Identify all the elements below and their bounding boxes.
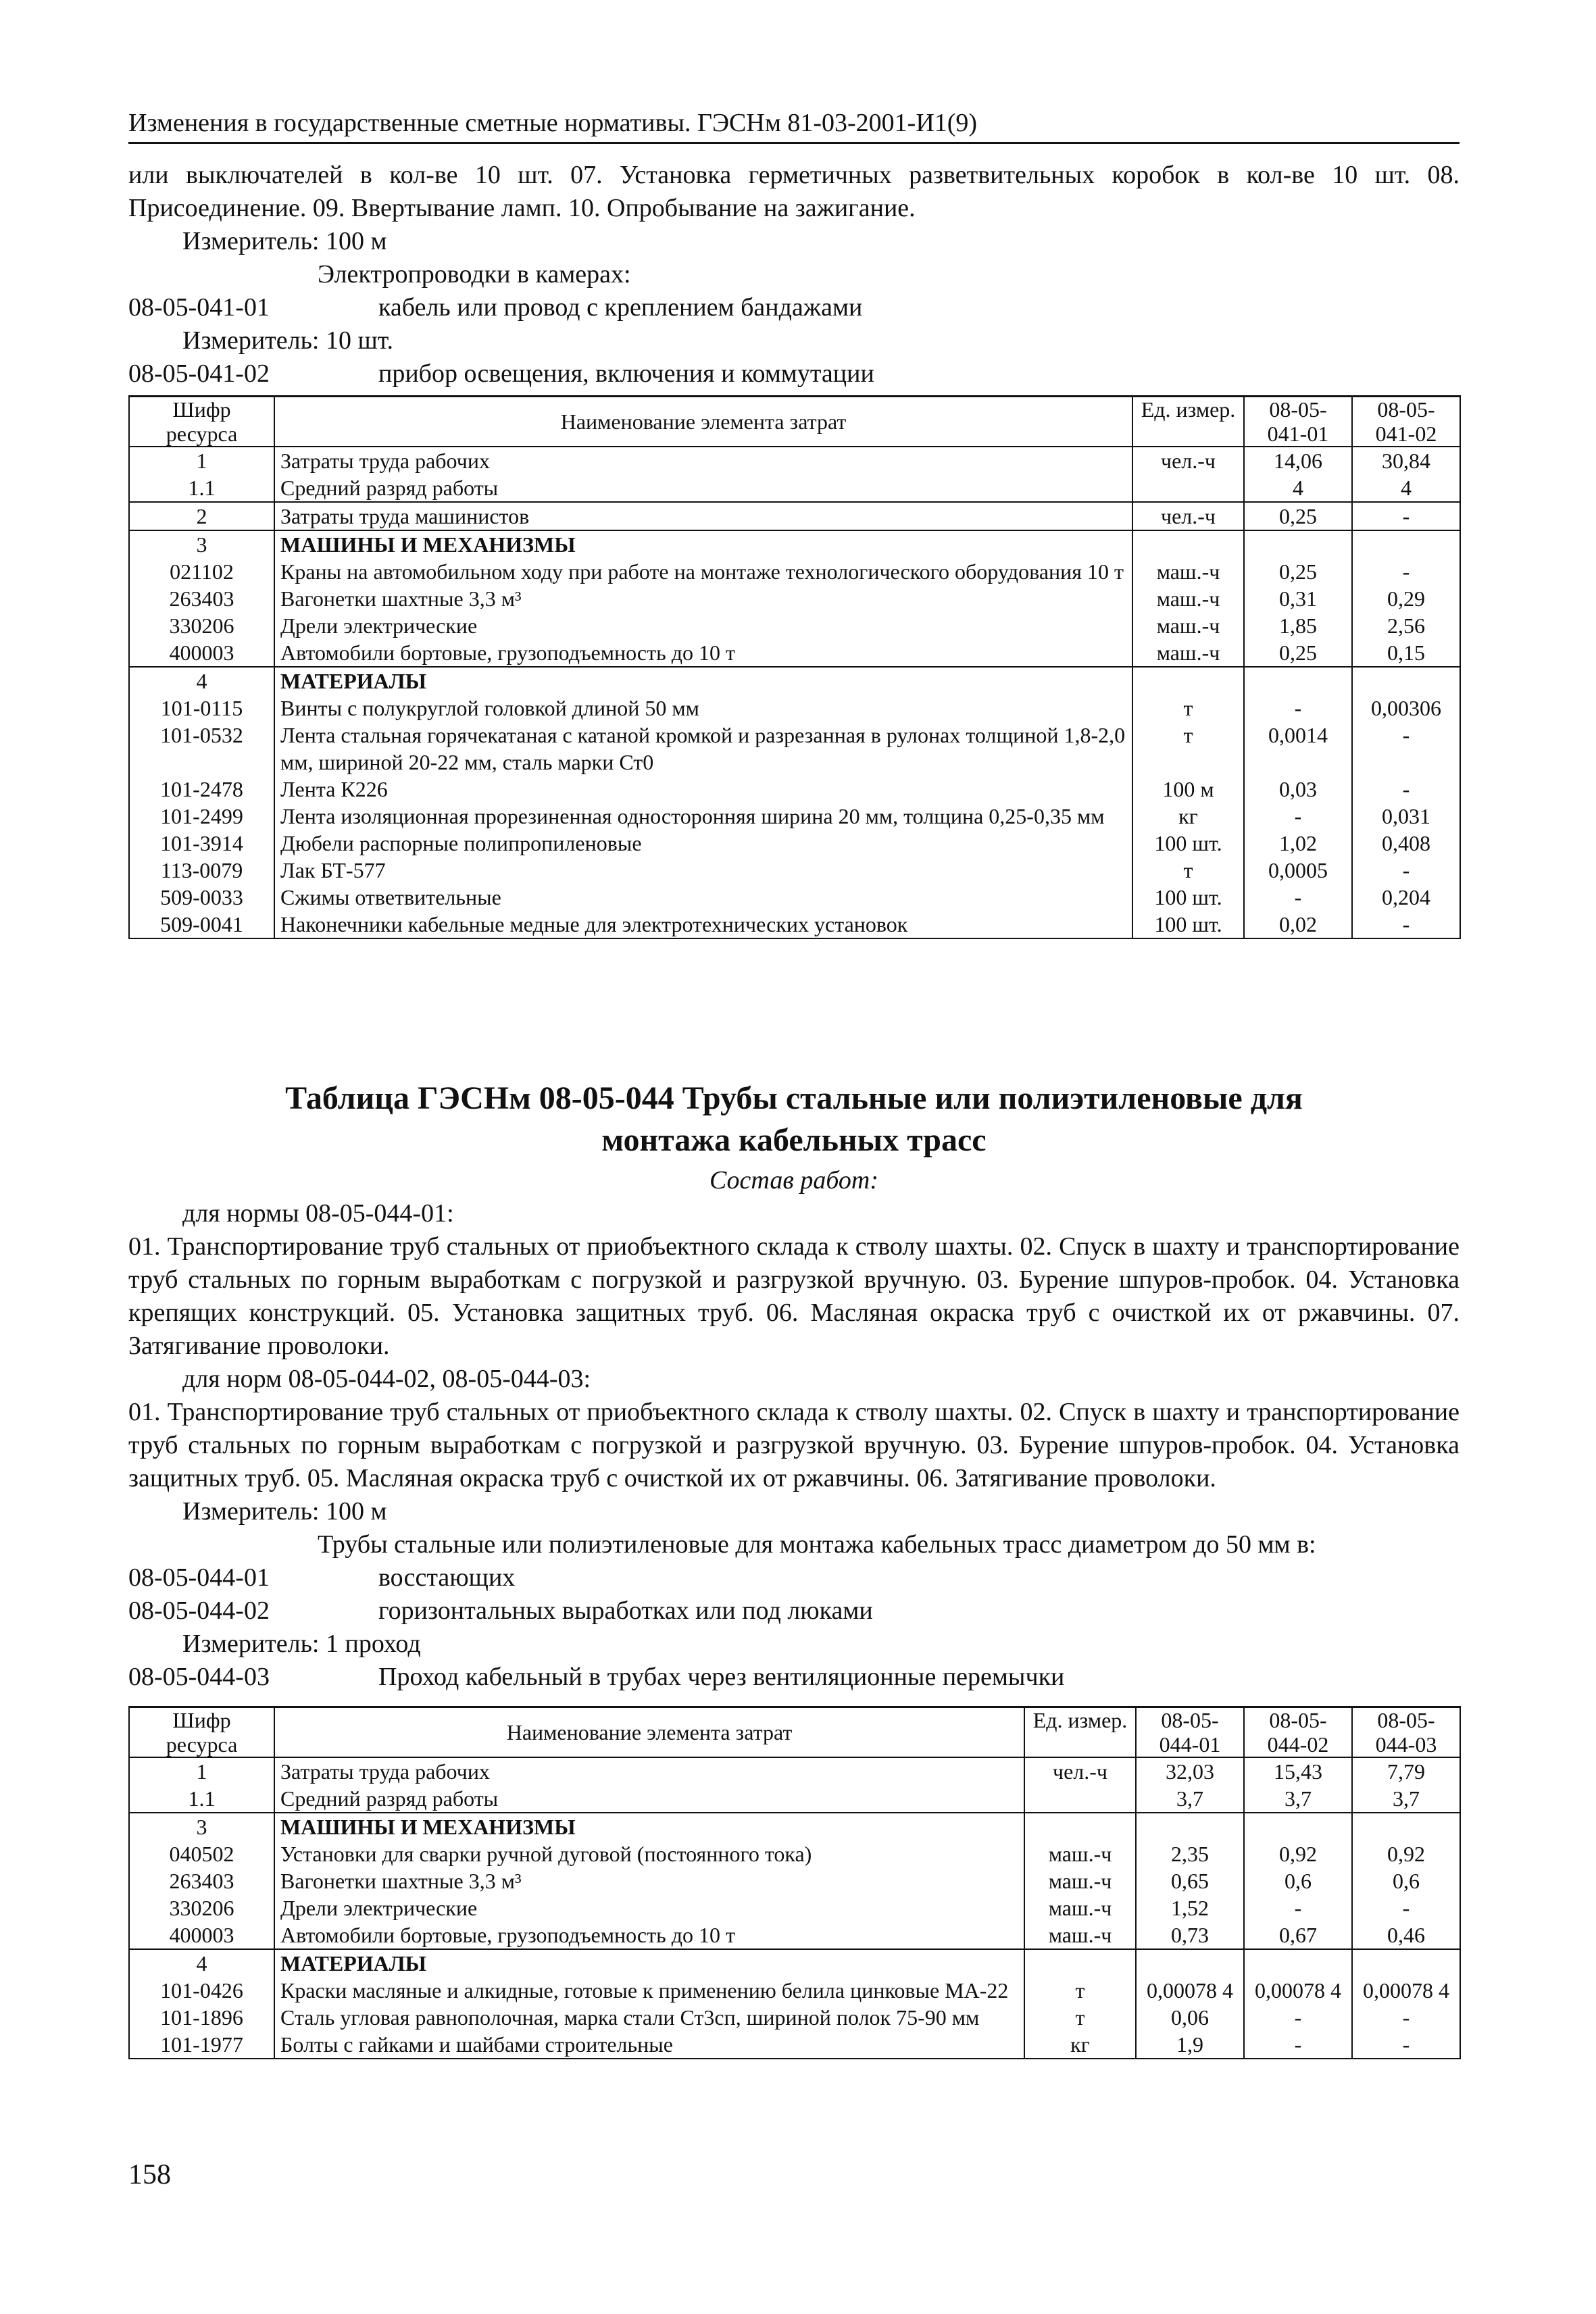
resource-value: 0,03 [1244, 776, 1352, 803]
resource-unit: кг [1132, 803, 1244, 830]
work-description: 01. Транспортирование труб стальных от приобъектного склада к стволу шахты. 02. Спуск в шахту и транспортирование труб стальных по горным выработкам с погрузкой и разгрузкой вручную. 03. Бурение шпуров-пробок. 04. Установка крепящих конструкций. 05. Установка защитных труб. 06. Масляная окраска труб с очисткой их от ржавчины. 07. Затягивание проволоки. [128, 1232, 1460, 1360]
norm-code: 08-05-041-01 [128, 293, 270, 322]
resource-unit [1024, 1813, 1136, 1840]
resource-value: 0,25 [1244, 558, 1352, 585]
norm-name: прибор освещения, включения и коммутации [378, 359, 874, 388]
resource-value: 0,6 [1352, 1867, 1460, 1894]
resource-code: 3 [129, 530, 274, 558]
table-row [129, 1840, 1460, 1867]
resource-value: 0,92 [1244, 1840, 1352, 1867]
resource-value: - [1244, 803, 1352, 830]
table-row [129, 502, 1460, 530]
resource-value: - [1244, 2031, 1352, 2059]
table-row [129, 585, 1460, 612]
resource-value: 0,92 [1352, 1840, 1460, 1867]
resource-value: 2,56 [1352, 612, 1460, 639]
resource-value: 1,9 [1136, 2031, 1244, 2059]
header-unit: Ед. измер. [1132, 397, 1244, 447]
resource-code: 101-3914 [129, 830, 274, 857]
resource-value: 0,0005 [1244, 857, 1352, 884]
resource-name: Болты с гайками и шайбами строительные [274, 2031, 1024, 2059]
resource-value: 0,46 [1352, 1921, 1460, 1949]
resource-code: 101-0532 [129, 722, 274, 776]
resource-code: 101-2478 [129, 776, 274, 803]
resource-unit [1024, 1785, 1136, 1813]
table-row [129, 667, 1460, 695]
table-title: Таблица ГЭСНм 08-05-044 Трубы стальные или полиэтиленовые для монтажа кабельных трасс [285, 1080, 1303, 1158]
resource-value: - [1352, 2031, 1460, 2059]
table-row [129, 2031, 1460, 2059]
resource-value: - [1352, 911, 1460, 938]
resource-value: 7,79 [1352, 1757, 1460, 1785]
resource-value [1352, 530, 1460, 558]
resource-unit: маш.-ч [1024, 1840, 1136, 1867]
resource-name: Затраты труда машинистов [274, 502, 1132, 530]
resource-unit: чел.-ч [1132, 502, 1244, 530]
resource-name: Автомобили бортовые, грузоподъемность до 10 т [274, 1921, 1024, 1949]
resource-value [1244, 1949, 1352, 1977]
table-row [129, 1757, 1460, 1785]
resource-name: Средний разряд работы [274, 474, 1132, 502]
resource-code: 101-0426 [129, 1977, 274, 2004]
resource-value: 0,67 [1244, 1921, 1352, 1949]
resource-value: 0,15 [1352, 639, 1460, 667]
measure-label: Измеритель: 10 шт. [182, 326, 393, 355]
resource-value: 3,7 [1244, 1785, 1352, 1813]
resource-name: Средний разряд работы [274, 1785, 1024, 1813]
resource-unit: чел.-ч [1132, 447, 1244, 474]
resource-value: 0,06 [1136, 2004, 1244, 2031]
table-row [129, 639, 1460, 667]
resource-unit [1024, 1949, 1136, 1977]
resource-value: 4 [1352, 474, 1460, 502]
resource-unit: маш.-ч [1024, 1867, 1136, 1894]
resource-table-1 [128, 395, 1461, 939]
resource-unit: кг [1024, 2031, 1136, 2059]
resource-name: Затраты труда рабочих [274, 447, 1132, 474]
resource-name: Установки для сварки ручной дуговой (постоянного тока) [274, 1840, 1024, 1867]
resource-code: 021102 [129, 558, 274, 585]
resource-unit: чел.-ч [1024, 1757, 1136, 1785]
norm-reference: для нормы 08-05-044-01: [182, 1199, 454, 1228]
norm-code: 08-05-044-03 [128, 1663, 270, 1691]
norm-name: кабель или провод с креплением бандажами [378, 293, 863, 322]
resource-unit: 100 шт. [1132, 830, 1244, 857]
resource-code: 509-0041 [129, 911, 274, 938]
table-row [129, 1921, 1460, 1949]
resource-value: 1,02 [1244, 830, 1352, 857]
resource-value: 0,204 [1352, 884, 1460, 911]
resource-name: Винты с полукруглой головкой длиной 50 мм [274, 695, 1132, 722]
resource-table-2-wrap [128, 1706, 1460, 2059]
resource-value: - [1352, 2004, 1460, 2031]
resource-code: 509-0033 [129, 884, 274, 911]
resource-value [1244, 530, 1352, 558]
resource-value: 0,00078 4 [1244, 1977, 1352, 2004]
table-row [129, 776, 1460, 803]
header-col: 08-05-044-03 [1352, 1707, 1460, 1758]
resource-code: 4 [129, 1949, 274, 1977]
resource-name: Краны на автомобильном ходу при работе на монтаже технологического оборудования 10 т [274, 558, 1132, 585]
header-col: 08-05-044-01 [1136, 1707, 1244, 1758]
measure-label: Измеритель: 100 м [182, 227, 387, 255]
header-code: Шифр ресурса [129, 1707, 274, 1758]
resource-name: Вагонетки шахтные 3,3 м³ [274, 585, 1132, 612]
resource-name: Лента К226 [274, 776, 1132, 803]
resource-value: 30,84 [1352, 447, 1460, 474]
page-number: 158 [128, 2159, 171, 2190]
resource-unit: т [1132, 857, 1244, 884]
resource-name: Сталь угловая равнополочная, марка стали Ст3сп, шириной полок 75-90 мм [274, 2004, 1024, 2031]
resource-unit: маш.-ч [1132, 639, 1244, 667]
resource-value: 0,00306 [1352, 695, 1460, 722]
resource-value: 1,52 [1136, 1894, 1244, 1921]
norm-name: горизонтальных выработках или под люками [378, 1596, 873, 1625]
table-row [129, 911, 1460, 938]
resource-value: 2,35 [1136, 1840, 1244, 1867]
table-row [129, 695, 1460, 722]
resource-value: 0,73 [1136, 1921, 1244, 1949]
resource-name: МАТЕРИАЛЫ [274, 667, 1132, 695]
resource-unit: т [1132, 695, 1244, 722]
resource-unit: маш.-ч [1024, 1921, 1136, 1949]
norm-line [128, 357, 1460, 391]
header-col: 08-05-041-02 [1352, 397, 1460, 447]
resource-value: - [1352, 776, 1460, 803]
resource-unit: т [1024, 2004, 1136, 2031]
intro-block [128, 159, 1460, 391]
resource-value: 0,408 [1352, 830, 1460, 857]
resource-value: 0,031 [1352, 803, 1460, 830]
norm-description: Трубы стальные или полиэтиленовые для монтажа кабельных трасс диаметром до 50 мм в: [318, 1530, 1316, 1559]
resource-table-2 [128, 1706, 1461, 2059]
table-row [129, 857, 1460, 884]
norm-line [128, 1561, 1460, 1594]
resource-code: 400003 [129, 639, 274, 667]
resource-code: 1 [129, 1757, 274, 1785]
resource-name: МАТЕРИАЛЫ [274, 1949, 1024, 1977]
resource-value [1244, 667, 1352, 695]
resource-value [1352, 1949, 1460, 1977]
resource-value: - [1244, 1894, 1352, 1921]
section-heading: Электропроводки в камерах: [318, 260, 631, 288]
table-row [129, 830, 1460, 857]
table-row [129, 1949, 1460, 1977]
resource-value [1136, 1813, 1244, 1840]
resource-code: 400003 [129, 1921, 274, 1949]
measure-label: Измеритель: 1 проход [182, 1630, 421, 1658]
resource-value: 15,43 [1244, 1757, 1352, 1785]
norm-code: 08-05-041-02 [128, 359, 270, 388]
norm-name: восстающих [378, 1563, 516, 1592]
norm-name: Проход кабельный в трубах через вентиляционные перемычки [378, 1663, 1065, 1691]
resource-code: 2 [129, 502, 274, 530]
resource-unit: 100 шт. [1132, 911, 1244, 938]
resource-name: Наконечники кабельные медные для электротехнических установок [274, 911, 1132, 938]
resource-unit: маш.-ч [1132, 585, 1244, 612]
resource-unit [1132, 530, 1244, 558]
table-row [129, 2004, 1460, 2031]
header-name: Наименование элемента затрат [274, 1707, 1024, 1758]
resource-unit [1132, 667, 1244, 695]
running-header: Изменения в государственные сметные нормативы. ГЭСНм 81-03-2001-И1(9) [128, 108, 1460, 144]
resource-value: 0,25 [1244, 639, 1352, 667]
resource-value: - [1244, 695, 1352, 722]
resource-unit: маш.-ч [1024, 1894, 1136, 1921]
header-unit: Ед. измер. [1024, 1707, 1136, 1758]
resource-name: МАШИНЫ И МЕХАНИЗМЫ [274, 1813, 1024, 1840]
resource-name: Краски масляные и алкидные, готовые к применению белила цинковые МА-22 [274, 1977, 1024, 2004]
resource-code: 4 [129, 667, 274, 695]
table-row [129, 447, 1460, 474]
resource-name: Лента стальная горячекатаная с катаной кромкой и разрезанная в рулонах толщиной 1,8-2,0 мм, шириной 20-22 мм, сталь марки Ст0 [274, 722, 1132, 776]
resource-name: Дрели электрические [274, 1894, 1024, 1921]
table-row [129, 1894, 1460, 1921]
table-row [129, 803, 1460, 830]
resource-value: 0,0014 [1244, 722, 1352, 776]
resource-value: 4 [1244, 474, 1352, 502]
intro-text: или выключателей в кол-ве 10 шт. 07. Установка герметичных разветвительных коробок в кол-ве 10 шт. 08. Присоединение. 09. Ввертывание ламп. 10. Опробывание на зажигание. [128, 161, 1460, 222]
resource-code: 113-0079 [129, 857, 274, 884]
resource-value: - [1352, 1894, 1460, 1921]
resource-code: 3 [129, 1813, 274, 1840]
resource-value: 0,00078 4 [1352, 1977, 1460, 2004]
norm-code: 08-05-044-02 [128, 1596, 270, 1625]
resource-code: 330206 [129, 612, 274, 639]
resource-value: 3,7 [1136, 1785, 1244, 1813]
resource-value: 0,00078 4 [1136, 1977, 1244, 2004]
resource-unit: т [1132, 722, 1244, 776]
resource-value [1136, 1949, 1244, 1977]
resource-value: 0,25 [1244, 502, 1352, 530]
resource-name: Сжимы ответвительные [274, 884, 1132, 911]
resource-value: - [1352, 558, 1460, 585]
work-description: 01. Транспортирование труб стальных от приобъектного склада к стволу шахты. 02. Спуск в шахту и транспортирование труб стальных по горным выработкам с погрузкой и разгрузкой вручную. 03. Бурение шпуров-пробок. 04. Установка защитных труб. 05. Масляная окраска труб с очисткой их от ржавчины. 06. Затягивание проволоки. [128, 1398, 1460, 1492]
resource-unit: маш.-ч [1132, 612, 1244, 639]
resource-value: 0,6 [1244, 1867, 1352, 1894]
resource-value: 0,02 [1244, 911, 1352, 938]
resource-code: 1 [129, 447, 274, 474]
resource-value [1352, 1813, 1460, 1840]
table-row [129, 722, 1460, 776]
resource-value: 0,65 [1136, 1867, 1244, 1894]
resource-name: Дюбели распорные полипропиленовые [274, 830, 1132, 857]
resource-name: Автомобили бортовые, грузоподъемность до 10 т [274, 639, 1132, 667]
norm-code: 08-05-044-01 [128, 1563, 270, 1592]
norm-reference: для норм 08-05-044-02, 08-05-044-03: [182, 1365, 591, 1393]
resource-value: - [1244, 2004, 1352, 2031]
table-row [129, 1977, 1460, 2004]
table-row [129, 530, 1460, 558]
resource-code: 101-2499 [129, 803, 274, 830]
resource-value: 0,29 [1352, 585, 1460, 612]
resource-name: Вагонетки шахтные 3,3 м³ [274, 1867, 1024, 1894]
resource-code: 1.1 [129, 1785, 274, 1813]
table-row [129, 474, 1460, 502]
resource-code: 101-1977 [129, 2031, 274, 2059]
resource-value: - [1352, 502, 1460, 530]
resource-table-1-wrap [128, 395, 1460, 939]
norm-line [128, 1594, 1460, 1628]
resource-name: Лак БТ-577 [274, 857, 1132, 884]
resource-unit: маш.-ч [1132, 558, 1244, 585]
resource-name: Затраты труда рабочих [274, 1757, 1024, 1785]
resource-value: - [1352, 722, 1460, 776]
resource-value [1244, 1813, 1352, 1840]
resource-unit [1132, 474, 1244, 502]
measure-label: Измеритель: 100 м [182, 1497, 387, 1526]
header-col: 08-05-044-02 [1244, 1707, 1352, 1758]
table-row [129, 884, 1460, 911]
table-row [129, 558, 1460, 585]
resource-value: 1,85 [1244, 612, 1352, 639]
resource-value: 0,31 [1244, 585, 1352, 612]
resource-unit: 100 шт. [1132, 884, 1244, 911]
section-2 [128, 1078, 1460, 1694]
norm-line [128, 1661, 1460, 1694]
resource-value: 14,06 [1244, 447, 1352, 474]
resource-code: 101-1896 [129, 2004, 274, 2031]
resource-code: 101-0115 [129, 695, 274, 722]
resource-code: 330206 [129, 1894, 274, 1921]
resource-value [1352, 667, 1460, 695]
header-name: Наименование элемента затрат [274, 397, 1132, 447]
resource-unit: 100 м [1132, 776, 1244, 803]
resource-code: 1.1 [129, 474, 274, 502]
header-code: Шифр ресурса [129, 397, 274, 447]
table-row [129, 1785, 1460, 1813]
table-row [129, 1813, 1460, 1840]
resource-code: 040502 [129, 1840, 274, 1867]
resource-code: 263403 [129, 585, 274, 612]
norm-line [128, 291, 1460, 324]
resource-name: Дрели электрические [274, 612, 1132, 639]
resource-value: - [1352, 857, 1460, 884]
resource-value: 32,03 [1136, 1757, 1244, 1785]
table-row [129, 1867, 1460, 1894]
resource-value: 3,7 [1352, 1785, 1460, 1813]
resource-unit: т [1024, 1977, 1136, 2004]
resource-name: МАШИНЫ И МЕХАНИЗМЫ [274, 530, 1132, 558]
header-col: 08-05-041-01 [1244, 397, 1352, 447]
resource-value: - [1244, 884, 1352, 911]
table-row [129, 612, 1460, 639]
resource-code: 263403 [129, 1867, 274, 1894]
work-composition-heading: Состав работ: [709, 1166, 879, 1194]
resource-name: Лента изоляционная прорезиненная односторонняя ширина 20 мм, толщина 0,25-0,35 мм [274, 803, 1132, 830]
